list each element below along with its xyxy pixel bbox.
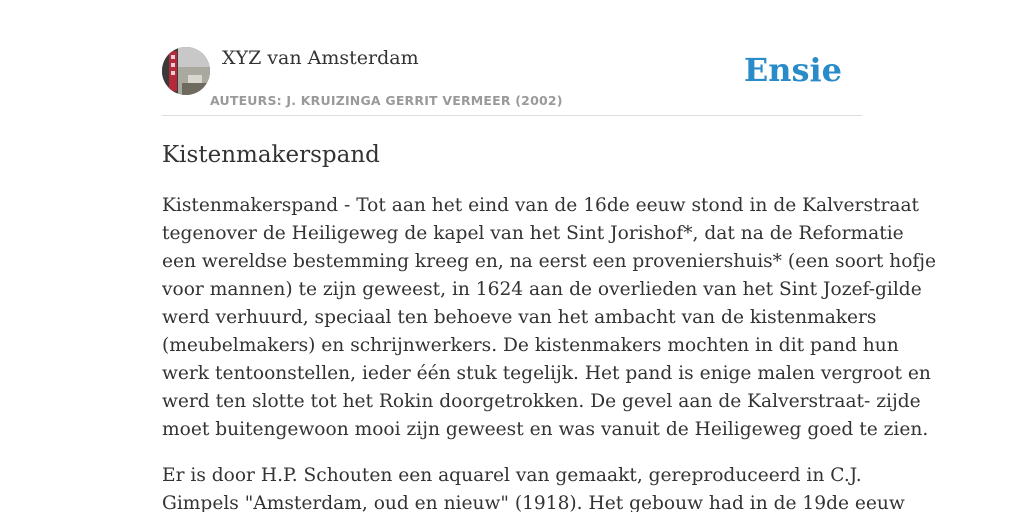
text-line: een wereldse bestemming kreeg en, na eerst een proveniershuis* (een soort hofje bbox=[162, 251, 937, 272]
text-line: tegenover de Heiligeweg de kapel van het Sint Jorishof*, dat na de Reformatie bbox=[162, 223, 904, 244]
text-line: Kistenmakerspand - Tot aan het eind van de 16de eeuw stond in de Kalverstraat bbox=[162, 195, 919, 216]
text-line: Er is door H.P. Schouten een aquarel van gemaakt, gereproduceerd in C.J. bbox=[162, 465, 862, 486]
page-header bbox=[162, 46, 862, 116]
text-line: voor mannen) te zijn geweest, in 1624 aan de overlieden van het Sint Jozef-gilde bbox=[162, 279, 922, 300]
text-line: werd verhuurd, speciaal ten behoeve van het ambacht van de kistenmakers bbox=[162, 307, 877, 328]
body-paragraph bbox=[162, 192, 937, 444]
text-line: (meubelmakers) en schrijnwerkers. De kistenmakers mochten in dit pand hun bbox=[162, 335, 899, 356]
authors-line: AUTEURS: J. KRUIZINGA GERRIT VERMEER (2002) bbox=[210, 93, 563, 108]
entry-title: Kistenmakerspand bbox=[162, 142, 380, 168]
entry-body bbox=[162, 192, 937, 512]
text-line: werk tentoonstellen, ieder één stuk tegelijk. Het pand is enige malen vergroot en bbox=[162, 363, 931, 384]
text-line: werd ten slotte tot het Rokin doorgetrokken. De gevel aan de Kalverstraat- zijde bbox=[162, 391, 921, 412]
book-title[interactable]: XYZ van Amsterdam bbox=[222, 47, 419, 69]
ensie-logo[interactable]: Ensie bbox=[743, 51, 842, 89]
text-line: Gimpels "Amsterdam, oud en nieuw" (1918). Het gebouw had in de 19de eeuw bbox=[162, 493, 905, 512]
book-cover-avatar[interactable] bbox=[162, 47, 210, 95]
body-paragraph bbox=[162, 462, 905, 512]
text-line: moet buitengewoon mooi zijn geweest en was vanuit de Heiligeweg goed te zien. bbox=[162, 419, 929, 440]
